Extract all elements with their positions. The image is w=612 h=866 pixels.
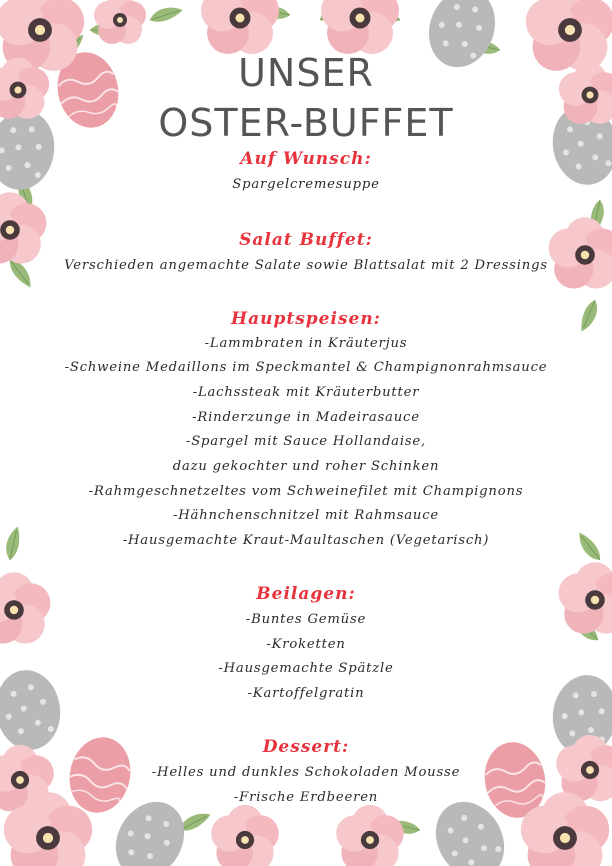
top-center-floral xyxy=(201,0,402,54)
menu-item: -Hähnchenschnitzel mit Rahmsauce xyxy=(172,508,440,523)
section-heading-dessert: Dessert: xyxy=(262,737,350,757)
menu-item: -Frische Erdbeeren xyxy=(233,790,379,805)
menu-item: -Buntes Gemüse xyxy=(245,612,367,627)
section-heading-salat: Salat Buffet: xyxy=(239,230,373,250)
menu-item: -Spargel mit Sauce Hollandaise, xyxy=(185,434,427,449)
section-heading-wunsch: Auf Wunsch: xyxy=(240,149,372,169)
menu-item: Spargelcremesuppe xyxy=(232,177,380,192)
menu-item: -Rinderzunge in Madeirasauce xyxy=(192,410,420,425)
section-heading-haupt: Hauptspeisen: xyxy=(231,309,381,329)
title-line-1: UNSER xyxy=(238,51,374,95)
menu-item: -Kartoffelgratin xyxy=(247,686,365,701)
menu-item: -Hausgemachte Spätzle xyxy=(218,661,394,676)
menu-item: -Lammbraten in Kräuterjus xyxy=(204,336,408,351)
menu-item: -Rahmgeschnetzeltes vom Schweinefilet mit Champignons xyxy=(88,484,524,499)
section-heading-beilagen: Beilagen: xyxy=(256,584,356,604)
menu-item: -Hausgemachte Kraut-Maultaschen (Vegetarisch) xyxy=(122,533,490,548)
menu-item: -Kroketten xyxy=(266,637,346,652)
menu-item: -Lachssteak mit Kräuterbutter xyxy=(192,385,420,400)
menu-item: Verschieden angemachte Salate sowie Blattsalat mit 2 Dressings xyxy=(64,258,548,273)
menu-item: -Schweine Medaillons im Speckmantel & Champignonrahmsauce xyxy=(64,360,548,375)
title-line-2: OSTER-BUFFET xyxy=(158,101,454,145)
menu-item: dazu gekochter und roher Schinken xyxy=(172,459,440,474)
menu-item: -Helles und dunkles Schokoladen Mousse xyxy=(151,765,461,780)
